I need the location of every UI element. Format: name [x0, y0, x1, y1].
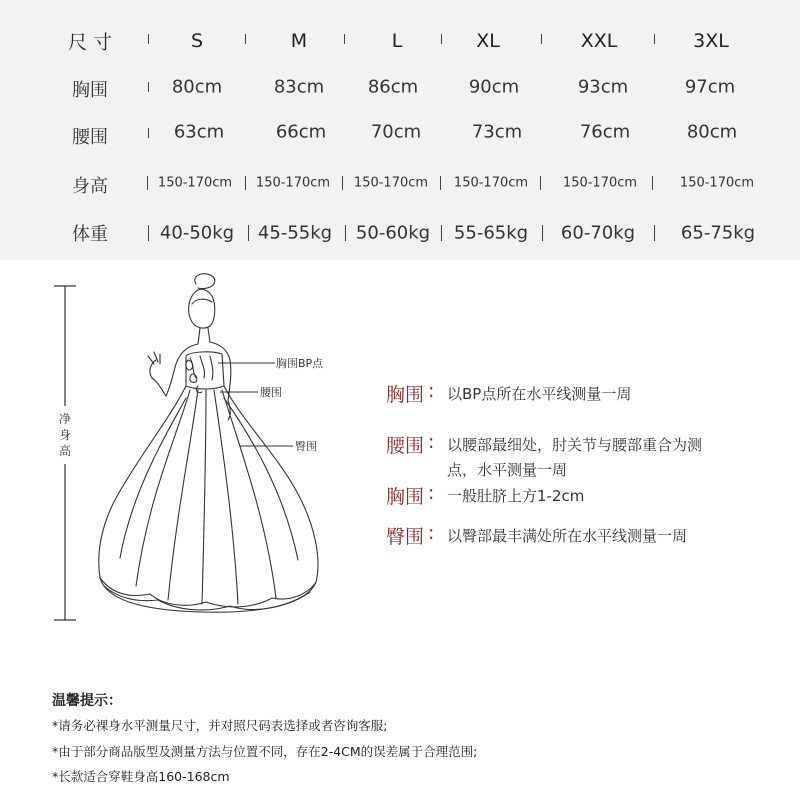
tips-title: 温馨提示：: [52, 693, 122, 709]
table-cell: 40-50kg: [159, 222, 235, 244]
size-header: L: [391, 30, 403, 52]
table-cell: 60-70kg: [560, 222, 636, 244]
column-separator: [541, 34, 542, 44]
measure-text-bust-alt: 一般肚脐上方1-2cm: [447, 487, 585, 505]
column-separator: [148, 128, 149, 138]
table-cell: 76cm: [579, 121, 631, 143]
column-separator: [652, 176, 653, 190]
tip-item: *长款适合穿鞋身高160-168cm: [52, 769, 230, 784]
table-cell: 150-170cm: [157, 175, 233, 191]
callout-bust: 胸围BP点: [276, 357, 324, 370]
table-cell: 90cm: [468, 76, 520, 98]
table-cell: 150-170cm: [562, 175, 638, 191]
table-cell: 86cm: [367, 76, 419, 98]
size-header: 3XL: [693, 30, 729, 52]
column-separator: [654, 34, 655, 44]
row-label-height: 身高: [72, 176, 108, 197]
size-header-label: 尺 寸: [67, 31, 113, 54]
table-cell: 150-170cm: [353, 175, 429, 191]
table-cell: 65-75kg: [680, 222, 756, 244]
column-separator: [342, 176, 343, 190]
table-cell: 45-55kg: [257, 222, 333, 244]
table-cell: 150-170cm: [255, 175, 331, 191]
column-separator: [148, 82, 149, 92]
table-cell: 93cm: [577, 76, 629, 98]
colon: :: [428, 431, 435, 453]
column-separator: [441, 34, 442, 44]
gown-sketch: [99, 274, 318, 612]
column-separator: [654, 225, 655, 241]
measure-label-bust-alt: 胸围: [386, 486, 425, 508]
size-header: XL: [476, 30, 500, 52]
colon: :: [428, 380, 435, 402]
tip-item: *由于部分商品版型及测量方法与位置不同，存在2-4CM的误差属于合理范围;: [52, 744, 478, 759]
table-cell: 73cm: [471, 121, 523, 143]
table-cell: 97cm: [684, 76, 736, 98]
row-label-waist: 腰围: [72, 127, 108, 148]
measure-text-bust: 以BP点所在水平线测量一周: [447, 385, 632, 403]
size-table: [0, 0, 800, 260]
colon: :: [428, 482, 435, 504]
column-separator: [148, 225, 149, 241]
height-label-char: 高: [58, 444, 72, 458]
measure-text-hip: 以臀部最丰满处所在水平线测量一周: [447, 527, 688, 545]
column-separator: [245, 176, 246, 190]
column-separator: [344, 34, 345, 44]
table-cell: 150-170cm: [679, 175, 755, 191]
table-cell: 150-170cm: [453, 175, 529, 191]
row-label-weight: 体重: [72, 224, 108, 245]
table-cell: 70cm: [370, 121, 422, 143]
colon: :: [428, 522, 435, 544]
table-cell: 80cm: [686, 121, 738, 143]
measure-text-waist: 点，水平测量一周: [447, 461, 568, 479]
height-label-char: 身: [58, 428, 72, 442]
table-cell: 83cm: [273, 76, 325, 98]
callout-hip: 臀围: [295, 440, 317, 453]
measure-text-waist: 以腰部最细处，肘关节与腰部重合为测: [447, 436, 703, 454]
measure-label-hip: 臀围: [386, 526, 425, 548]
measure-label-waist: 腰围: [386, 435, 425, 457]
size-header: S: [190, 30, 204, 52]
column-separator: [147, 176, 148, 190]
size-header: M: [290, 30, 308, 52]
column-separator: [440, 176, 441, 190]
column-separator: [540, 176, 541, 190]
column-separator: [248, 225, 249, 241]
callout-waist: 腰围: [260, 386, 282, 399]
measure-label-bust: 胸围: [386, 384, 425, 406]
table-cell: 80cm: [171, 76, 223, 98]
gown-illustration: [40, 268, 380, 638]
table-cell: 55-65kg: [453, 222, 529, 244]
tip-item: *请务必裸身水平测量尺寸，并对照尺码表选择或者咨询客服;: [52, 718, 388, 733]
height-label-char: 净: [58, 412, 72, 426]
size-header: XXL: [580, 30, 618, 52]
column-separator: [245, 34, 246, 44]
table-cell: 63cm: [173, 121, 225, 143]
table-cell: 50-60kg: [355, 222, 431, 244]
column-separator: [148, 34, 149, 44]
column-separator: [441, 225, 442, 241]
column-separator: [345, 225, 346, 241]
row-label-bust: 胸围: [72, 80, 108, 101]
table-cell: 66cm: [275, 121, 327, 143]
column-separator: [542, 225, 543, 241]
